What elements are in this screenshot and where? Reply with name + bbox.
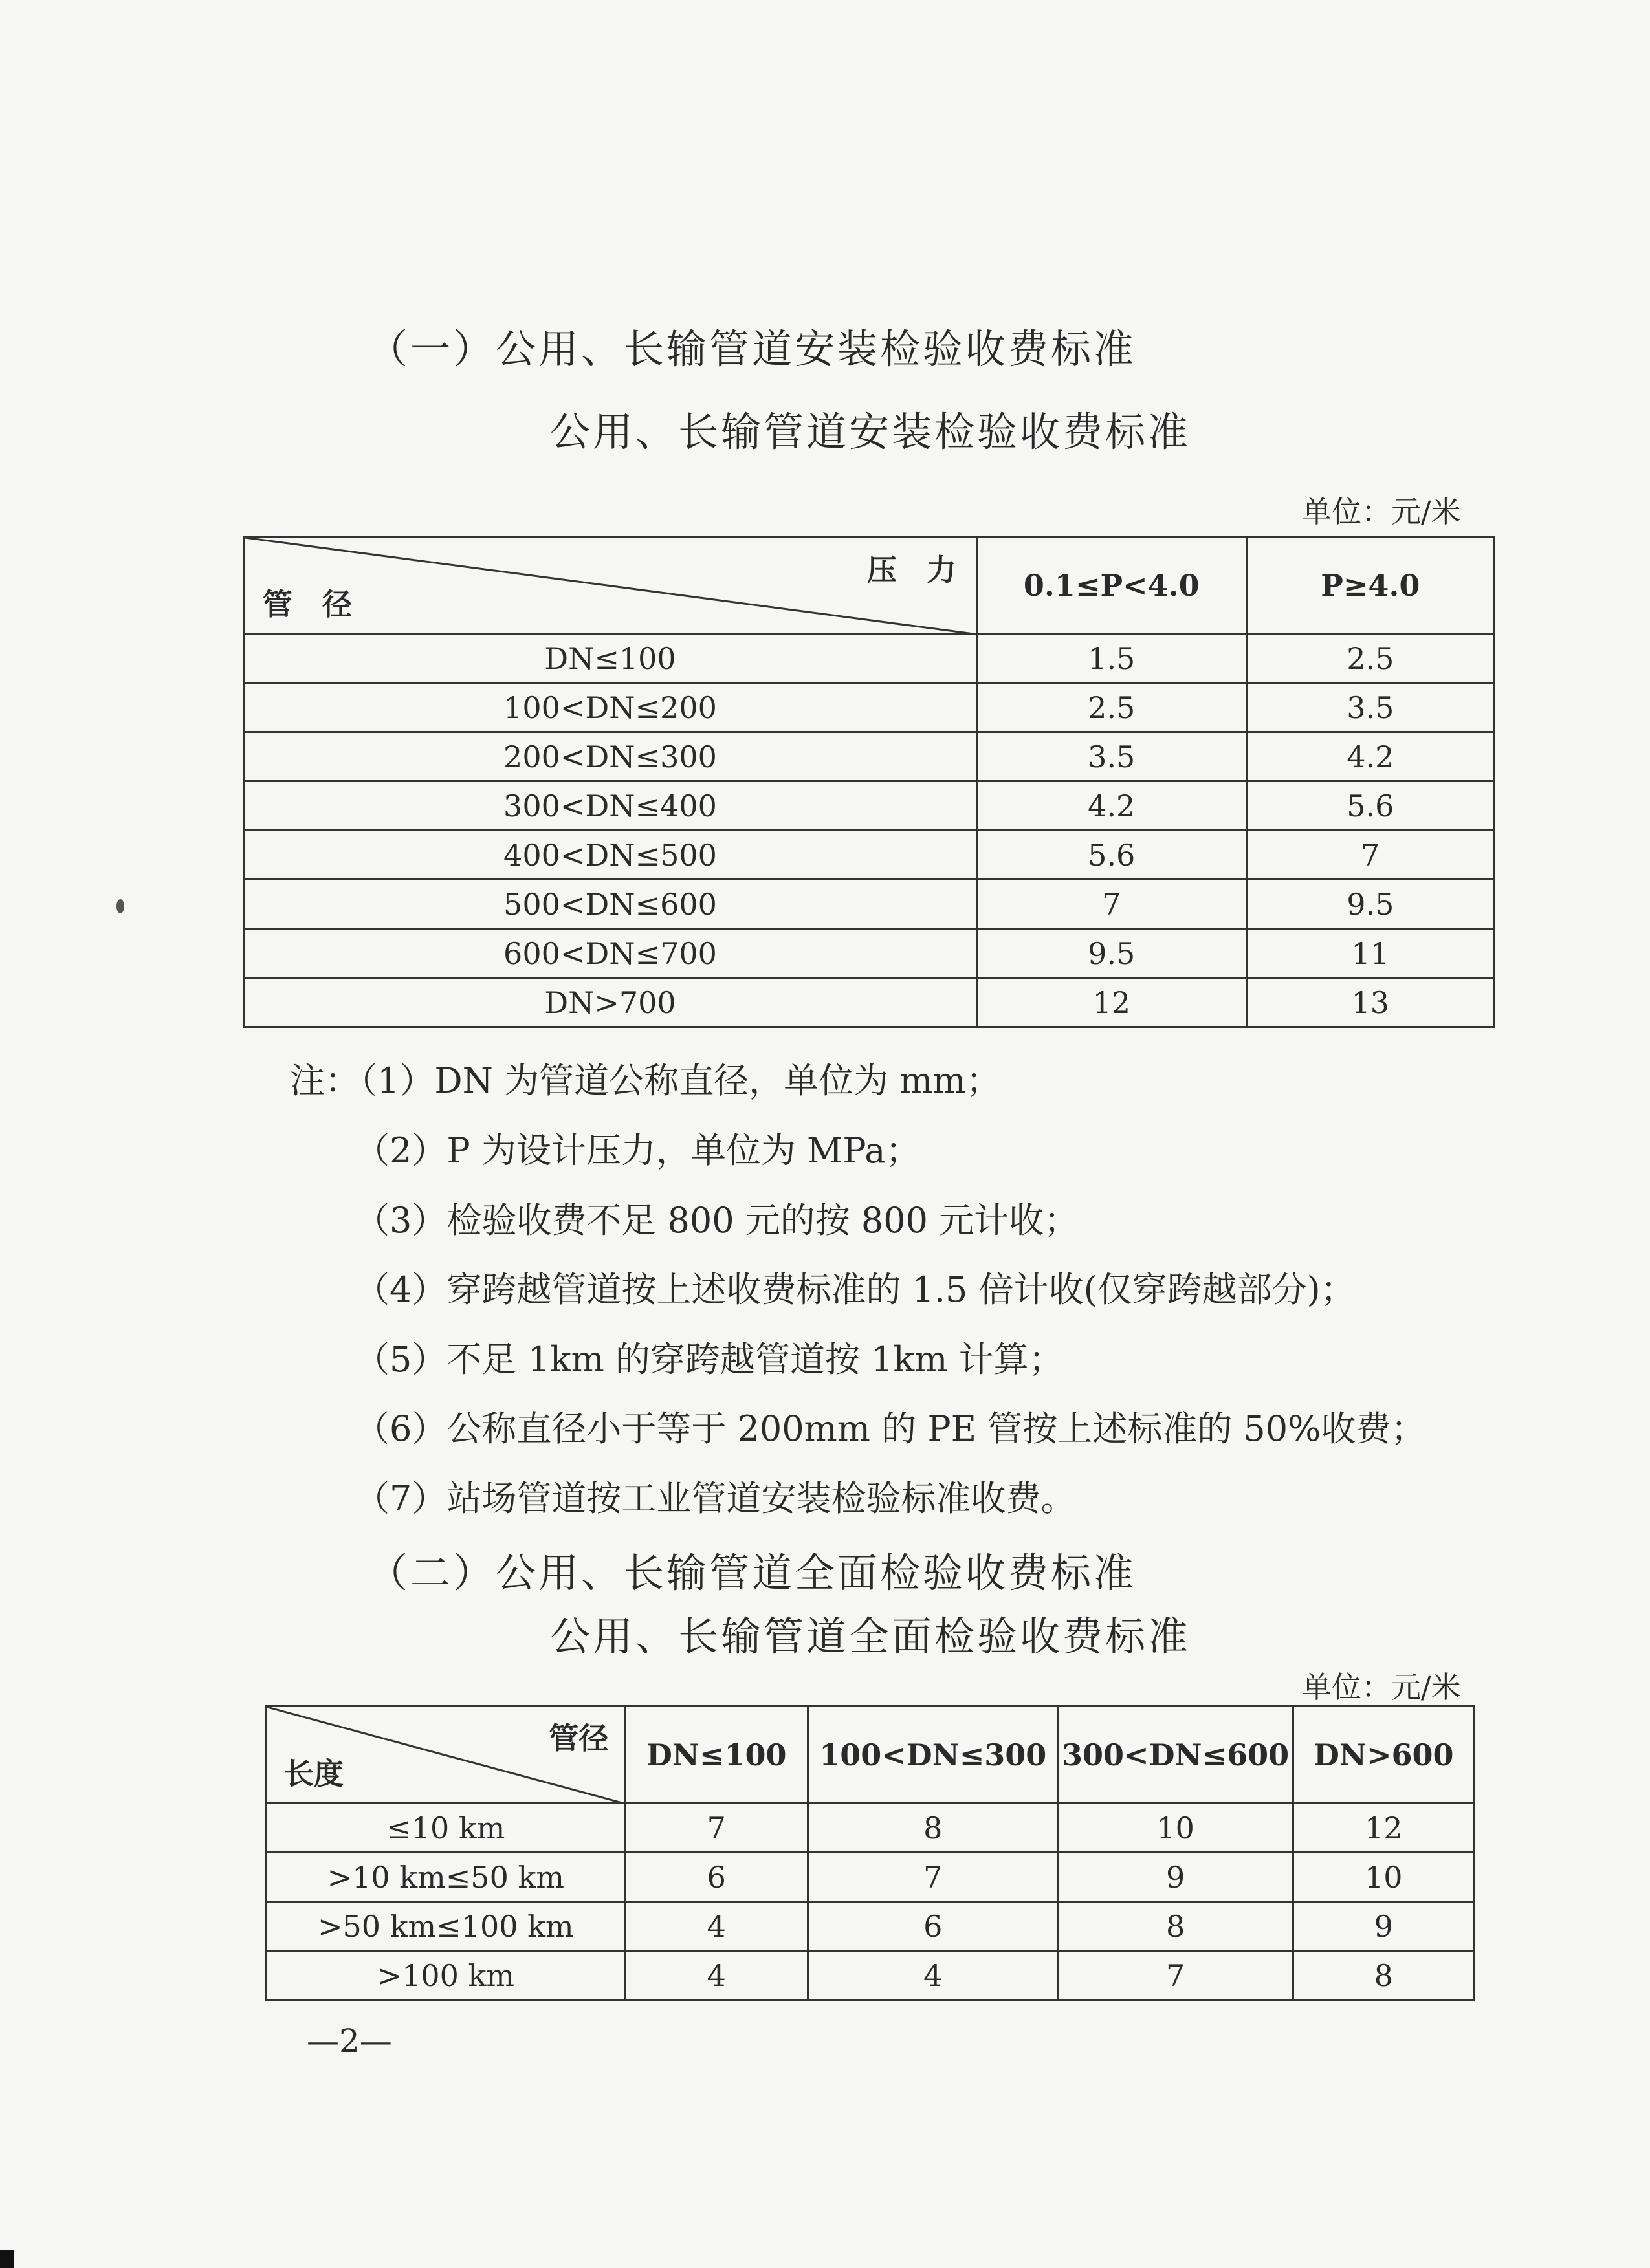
- cell-value: 9: [1293, 1902, 1474, 1951]
- cell-value: 10: [1293, 1853, 1474, 1902]
- cell-value: 8: [1058, 1902, 1293, 1951]
- section2-corner-top: 管径: [549, 1721, 609, 1756]
- cell-value: 1.5: [976, 634, 1246, 683]
- cell-value: 4: [625, 1902, 808, 1951]
- cell-value: 6: [625, 1853, 808, 1902]
- section2-col-header: 100<DN≤300: [808, 1706, 1058, 1804]
- cell-value: 4.2: [1246, 732, 1494, 781]
- table-row: [267, 1902, 1475, 1951]
- table-row: [267, 1951, 1475, 2000]
- table-row: [244, 683, 1495, 732]
- row-label: 100<DN≤200: [244, 683, 977, 732]
- note-7: （7）站场管道按工业管道安装检验标准收费。: [355, 1478, 1076, 1519]
- cell-value: 6: [808, 1902, 1058, 1951]
- row-label: >50 km≤100 km: [267, 1902, 626, 1951]
- row-label: 500<DN≤600: [244, 880, 977, 929]
- cell-value: 10: [1058, 1804, 1293, 1853]
- cell-value: 4: [625, 1951, 808, 2000]
- cell-value: 13: [1246, 978, 1494, 1027]
- cell-value: 9.5: [1246, 880, 1494, 929]
- section1-table: [243, 536, 1495, 1028]
- note-4: （4）穿跨越管道按上述收费标准的 1.5 倍计收(仅穿跨越部分)；: [355, 1269, 1356, 1310]
- table-row: [244, 634, 1495, 683]
- note-5: （5）不足 1km 的穿跨越管道按 1km 计算；: [355, 1339, 1064, 1380]
- cell-value: 12: [976, 978, 1246, 1027]
- section1-unit: 单位：元/米: [1302, 494, 1461, 529]
- cell-value: 8: [808, 1804, 1058, 1853]
- section1-corner-bottom: 管 径: [263, 587, 352, 622]
- cell-value: 4: [808, 1951, 1058, 2000]
- table-row: [267, 1853, 1475, 1902]
- table-row: [244, 978, 1495, 1027]
- table-row: [244, 732, 1495, 781]
- section2-table: [265, 1705, 1475, 2001]
- section2-unit: 单位：元/米: [1302, 1670, 1461, 1705]
- table-row: [244, 781, 1495, 831]
- row-label: 400<DN≤500: [244, 831, 977, 880]
- section1-corner-top: 压 力: [866, 552, 956, 587]
- section2-col-header: 300<DN≤600: [1058, 1706, 1293, 1804]
- row-label: 300<DN≤400: [244, 781, 977, 831]
- scan-speck: [116, 899, 124, 913]
- cell-value: 12: [1293, 1804, 1474, 1853]
- note-3: （3）检验收费不足 800 元的按 800 元计收；: [355, 1200, 1079, 1241]
- cell-value: 5.6: [976, 831, 1246, 880]
- cell-value: 7: [976, 880, 1246, 929]
- row-label: >100 km: [267, 1951, 626, 2000]
- row-label: 600<DN≤700: [244, 929, 977, 978]
- page-number: —2—: [307, 2022, 392, 2060]
- section2-heading: （二）公用、长输管道全面检验收费标准: [368, 1549, 1137, 1597]
- section1-heading: （一）公用、长输管道安装检验收费标准: [368, 325, 1137, 373]
- cell-value: 7: [625, 1804, 808, 1853]
- cell-value: 8: [1293, 1951, 1474, 2000]
- cell-value: 3.5: [1246, 683, 1494, 732]
- cell-value: 2.5: [1246, 634, 1494, 683]
- scan-corner-mark: [0, 2250, 14, 2268]
- row-label: ≤10 km: [267, 1804, 626, 1853]
- table-row: [244, 831, 1495, 880]
- row-label: DN>700: [244, 978, 977, 1027]
- section2-col-header: DN>600: [1293, 1706, 1474, 1804]
- cell-value: 4.2: [976, 781, 1246, 831]
- row-label: >10 km≤50 km: [267, 1853, 626, 1902]
- section1-col-header: P≥4.0: [1246, 537, 1494, 634]
- section2-corner-bottom: 长度: [284, 1756, 344, 1791]
- cell-value: 11: [1246, 929, 1494, 978]
- cell-value: 7: [808, 1853, 1058, 1902]
- section2-col-header: DN≤100: [625, 1706, 808, 1804]
- cell-value: 9.5: [976, 929, 1246, 978]
- table-row: [244, 929, 1495, 978]
- note-1: 注：（1）DN 为管道公称直径，单位为 mm；: [290, 1060, 1001, 1101]
- cell-value: 7: [1246, 831, 1494, 880]
- cell-value: 7: [1058, 1951, 1293, 2000]
- table-row: [267, 1804, 1475, 1853]
- cell-value: 3.5: [976, 732, 1246, 781]
- note-2: （2）P 为设计压力，单位为 MPa；: [355, 1130, 921, 1171]
- table-row: [244, 880, 1495, 929]
- cell-value: 9: [1058, 1853, 1293, 1902]
- section2-table-title: 公用、长输管道全面检验收费标准: [550, 1613, 1191, 1660]
- cell-value: 2.5: [976, 683, 1246, 732]
- row-label: DN≤100: [244, 634, 977, 683]
- note-6: （6）公称直径小于等于 200mm 的 PE 管按上述标准的 50%收费；: [355, 1408, 1426, 1449]
- section1-corner-cell: [244, 537, 977, 634]
- section2-corner-cell: [267, 1706, 626, 1804]
- row-label: 200<DN≤300: [244, 732, 977, 781]
- cell-value: 5.6: [1246, 781, 1494, 831]
- section1-col-header: 0.1≤P<4.0: [976, 537, 1246, 634]
- section1-table-title: 公用、长输管道安装检验收费标准: [550, 408, 1191, 455]
